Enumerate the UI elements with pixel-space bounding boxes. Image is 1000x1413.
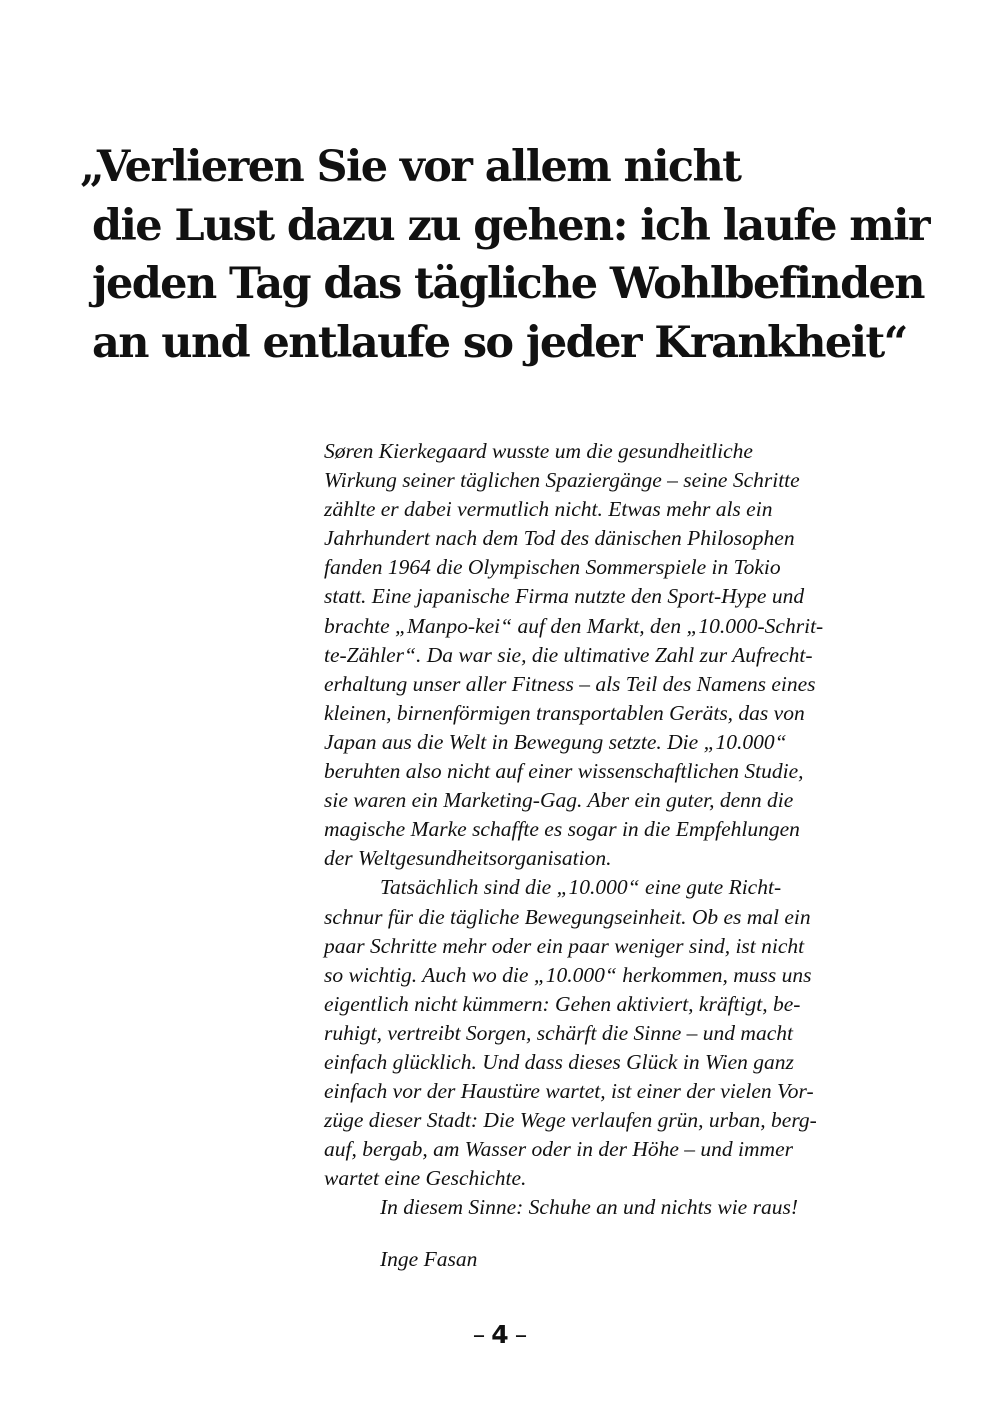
body-line: te-Zähler“. Da war sie, die ultimative Zahl zur Aufrecht- [324, 642, 813, 667]
page-number-value: 4 [491, 1320, 509, 1349]
article-body [324, 437, 869, 1223]
body-line: In diesem Sinne: Schuhe an und nichts wie raus! [380, 1195, 798, 1220]
page-number [0, 1320, 1000, 1350]
headline-line: „Verlieren Sie vor allem nicht [80, 142, 741, 192]
body-line: schnur für die tägliche Bewegungseinheit. Ob es mal ein [324, 904, 811, 929]
pull-quote-headline [80, 138, 960, 372]
body-line: beruhten also nicht auf einer wissenschaftlichen Studie, [324, 759, 804, 784]
body-line: so wichtig. Auch wo die „10.000“ herkommen, muss uns [324, 962, 812, 987]
body-line: fanden 1964 die Olympischen Sommerspiele in Tokio [324, 555, 781, 580]
body-line: einfach glücklich. Und dass dieses Glück in Wien ganz [324, 1049, 794, 1074]
body-line: paar Schritte mehr oder ein paar weniger sind, ist nicht [324, 933, 805, 958]
body-line: brachte „Manpo-kei“ auf den Markt, den „10.000-Schrit- [324, 613, 824, 638]
body-line: erhaltung unser aller Fitness – als Teil des Namens eines [324, 671, 816, 696]
headline-line: die Lust dazu zu gehen: ich laufe mir [92, 200, 929, 251]
body-line: wartet eine Geschichte. [324, 1166, 527, 1191]
headline-line: an und entlaufe so jeder Krankheit“ [92, 317, 907, 368]
page-number-dash-right: – [514, 1320, 528, 1349]
body-line: auf, bergab, am Wasser oder in der Höhe – und immer [324, 1137, 793, 1162]
body-line: statt. Eine japanische Firma nutzte den Sport-Hype und [324, 584, 805, 609]
body-line: sie waren ein Marketing-Gag. Aber ein guter, denn die [324, 788, 794, 813]
body-line: eigentlich nicht kümmern: Gehen aktiviert, kräftigt, be- [324, 991, 801, 1016]
body-line: magische Marke schaffte es sogar in die Empfehlungen [324, 817, 800, 842]
body-line: zählte er dabei vermutlich nicht. Etwas mehr als ein [324, 497, 773, 522]
body-line: Jahrhundert nach dem Tod des dänischen Philosophen [324, 526, 795, 551]
page-number-dash-left: – [472, 1320, 486, 1349]
body-line: Wirkung seiner täglichen Spaziergänge – seine Schritte [324, 468, 800, 493]
body-line: Søren Kierkegaard wusste um die gesundheitliche [324, 439, 753, 463]
author-signature: Inge Fasan [380, 1247, 478, 1271]
body-line: Japan aus die Welt in Bewegung setzte. Die „10.000“ [324, 729, 787, 754]
body-line: kleinen, birnenförmigen transportablen Geräts, das von [324, 700, 805, 725]
body-line: Tatsächlich sind die „10.000“ eine gute Richt- [380, 875, 782, 900]
headline-line: jeden Tag das tägliche Wohlbefinden [92, 259, 924, 309]
body-line: züge dieser Stadt: Die Wege verlaufen grün, urban, berg- [324, 1108, 817, 1133]
body-line: ruhigt, vertreibt Sorgen, schärft die Sinne – und macht [324, 1020, 793, 1045]
body-line: einfach vor der Haustüre wartet, ist einer der vielen Vor- [324, 1079, 814, 1104]
body-line: der Weltgesundheitsorganisation. [324, 846, 612, 871]
